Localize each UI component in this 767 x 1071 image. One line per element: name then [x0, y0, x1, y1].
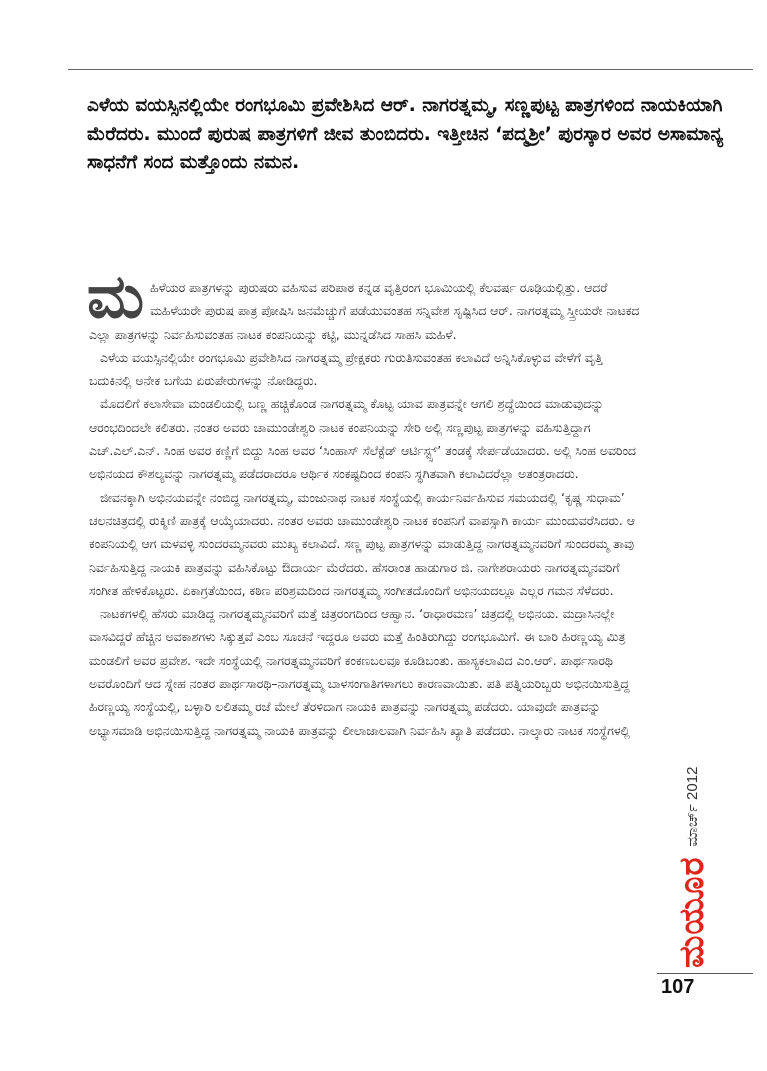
- article-paragraph: ಮೊದಲಿಗೆ ಕಲಾಸೇವಾ ಮಂಡಲಿಯಲ್ಲಿ ಬಣ್ಣ ಹಚ್ಚಿಕೊಂಡ ನಾಗರತ್ನಮ್ಮ ಕೊಟ್ಟ ಯಾವ ಪಾತ್ರವನ್ನೇ ಆಗಲಿ ಶ್ರದ್ಧೆಯಿಂದ ಮಾಡುವುದನ್ನು ಆರಂಭದಿಂದಲೇ ಕಲಿತರು. ನಂತರ ಅವರು ಚಾಮುಂಡೇಶ್ವರಿ ನಾಟಕ ಕಂಪನಿಯನ್ನು ಸೇರಿ ಅಲ್ಲಿ ಸಣ್ಣಪುಟ್ಟ ಪಾತ್ರಗಳನ್ನು ವಹಿಸುತ್ತಿದ್ದಾಗ ಎಚ್.ಎಲ್.ಎನ್. ಸಿಂಹ ಅವರ ಕಣ್ಣಿಗೆ ಬಿದ್ದು ಸಿಂಹ ಅವರ ‘ಸಿಂಹಾಸ್ ಸೆಲೆಕ್ಟೆಡ್ ಆರ್ಟಿಸ್ಟ್ಸ್’ ತಂಡಕ್ಕೆ ಸೇರ್ಪಡೆಯಾದರು. ಅಲ್ಲಿ ಸಿಂಹ ಅವರಿಂದ ಅಭಿನಯದ ಕೌಶಲ್ಯವನ್ನು ನಾಗರತ್ನಮ್ಮ ಪಡೆದರಾದರೂ ಆರ್ಥಿಕ ಸಂಕಷ್ಟದಿಂದ ಕಂಪನಿ ಸ್ಥಗಿತವಾಗಿ ಕಲಾವಿದರೆಲ್ಲಾ ಅತಂತ್ರರಾದರು.: [89, 396, 636, 482]
- article-paragraph: ಜೀವನಕ್ಕಾಗಿ ಅಭಿನಯವನ್ನೇ ನಂಬಿದ್ದ ನಾಗರತ್ನಮ್ಮ, ಮಂಜುನಾಥ ನಾಟಕ ಸಂಸ್ಥೆಯಲ್ಲಿ ಕಾರ್ಯನಿರ್ವಹಿಸುವ ಸಮಯದಲ್ಲಿ ‘ಕೃಷ್ಣ ಸುಧಾಮ’ ಚಲನಚಿತ್ರದಲ್ಲಿ ರುಕ್ಮಿಣಿ ಪಾತ್ರಕ್ಕೆ ಆಯ್ಕೆಯಾದರು. ನಂತರ ಅವರು ಚಾಮುಂಡೇಶ್ವರಿ ನಾಟಕ ಕಂಪನಿಗೆ ವಾಪಸ್ಸಾಗಿ ಕಾರ್ಯ ಮುಂದುವರೆಸಿದರು. ಆ ಕಂಪನಿಯಲ್ಲಿ ಆಗ ಮಳವಳ್ಳಿ ಸುಂದರಮ್ಮನವರು ಮುಖ್ಯ ಕಲಾವಿದೆ. ಸಣ್ಣ ಪುಟ್ಟ ಪಾತ್ರಗಳನ್ನು ಮಾಡುತ್ತಿದ್ದ ನಾಗರತ್ನಮ್ಮನವರಿಗೆ ಸುಂದರಮ್ಮ ತಾವು ನಿರ್ವಹಿಸುತ್ತಿದ್ದ ನಾಯಕಿ ಪಾತ್ರವನ್ನು ವಹಿಸಿಕೊಟ್ಟು ಔದಾರ್ಯ ಮೆರೆದರು. ಹೆಸರಾಂತ ಹಾಡುಗಾರ ಜಿ. ನಾಗೇಶರಾಯರು ನಾಗರತ್ನಮ್ಮನವರಿಗೆ ಸಂಗೀತ ಹೇಳಿಕೊಟ್ಟರು. ಏಕಾಗ್ರತೆಯಿಂದ, ಕಠಿಣ ಪರಿಶ್ರಮದಿಂದ ನಾಗರತ್ನಮ್ಮ ಸಂಗೀತದೊಂದಿಗೆ ಅಭಿನಯದಲ್ಲೂ ಎಲ್ಲರ ಗಮನ ಸೆಳೆದರು.: [89, 489, 635, 598]
- page-number-rule: [657, 973, 753, 974]
- top-rule: [68, 69, 753, 70]
- issue-date: ಮಾರ್ಚ್ 2012: [683, 766, 701, 847]
- standfirst: ಎಳೆಯ ವಯಸ್ಸಿನಲ್ಲಿಯೇ ರಂಗಭೂಮಿ ಪ್ರವೇಶಿಸಿದ ಆರ್. ನಾಗರತ್ನಮ್ಮ, ಸಣ್ಣಪುಟ್ಟ ಪಾತ್ರಗಳಿಂದ ನಾಯಕಿಯಾಗಿ ಮೆರೆದರು. ಮುಂದೆ ಪುರುಷ ಪಾತ್ರಗಳಿಗೆ ಜೀವ ತುಂಬಿದರು. ಇತ್ತೀಚಿನ ‘ಪದ್ಮಶ್ರೀ’ ಪುರಸ್ಕಾರ ಅವರ ಅಸಾಮಾನ್ಯ ಸಾಧನೆಗೆ ಸಂದ ಮತ್ತೊಂದು ನಮನ.: [87, 95, 724, 173]
- article-body: [87, 262, 644, 742]
- drop-cap: ಮ: [87, 262, 145, 332]
- article-paragraph: ಎಳೆಯ ವಯಸ್ಸಿನಲ್ಲಿಯೇ ರಂಗಭೂಮಿ ಪ್ರವೇಶಿಸಿದ ನಾಗರತ್ನಮ್ಮ ಪ್ರೇಕ್ಷಕರು ಗುರುತಿಸುವಂತಹ ಕಲಾವಿದೆ ಅನ್ನಿಸಿಕೊಳ್ಳುವ ವೇಳೆಗೆ ವೃತ್ತಿ ಬದುಕಿನಲ್ಲಿ ಅನೇಕ ಬಗೆಯ ಏರುಪೇರುಗಳನ್ನು ನೋಡಿದ್ದರು.: [89, 349, 603, 389]
- paragraph-text: ಹಿಳೆಯರ ಪಾತ್ರಗಳನ್ನು ಪುರುಷರು ವಹಿಸುವ ಪರಿಪಾಠ ಕನ್ನಡ ವೃತ್ತಿರಂಗ ಭೂಮಿಯಲ್ಲಿ ಕೆಲವರ್ಷ ರೂಢಿಯಲ್ಲಿತ್ತು. ಆದರೆ ಮಹಿಳೆಯರೇ ಪುರುಷ ಪಾತ್ರ ಪೋಷಿಸಿ ಜನಮೆಚ್ಚುಗೆ ಪಡೆಯುವಂತಹ ಸನ್ನಿವೇಶ ಸೃಷ್ಟಿಸಿದ ಆರ್. ನಾಗರತ್ನಮ್ಮ ಸ್ತ್ರೀಯರೇ ನಾಟಕದ ಎಲ್ಲಾ ಪಾತ್ರಗಳನ್ನು ನಿರ್ವಹಿಸುವಂತಹ ನಾಟಕ ಕಂಪನಿಯನ್ನು ಕಟ್ಟಿ, ಮುನ್ನಡೆಸಿದ ಸಾಹಸಿ ಮಹಿಳೆ.: [89, 280, 640, 342]
- article-paragraph: ನಾಟಕಗಳಲ್ಲಿ ಹೆಸರು ಮಾಡಿದ್ದ ನಾಗರತ್ನಮ್ಮನವರಿಗೆ ಮತ್ತೆ ಚಿತ್ರರಂಗದಿಂದ ಆಹ್ವಾನ. ‘ರಾಧಾರಮಣ’ ಚಿತ್ರದಲ್ಲಿ ಅಭಿನಯ. ಮದ್ರಾಸಿನಲ್ಲೇ ವಾಸವಿದ್ದರೆ ಹೆಚ್ಚಿನ ಅವಕಾಶಗಳು ಸಿಕ್ಕುತ್ತವೆ ಎಂಬ ಸೂಚನೆ ಇದ್ದರೂ ಅವರು ಮತ್ತೆ ಹಿಂತಿರುಗಿದ್ದು ರಂಗಭೂಮಿಗೆ. ಈ ಬಾರಿ ಹಿರಣ್ಣಯ್ಯ ಮಿತ್ರ ಮಂಡಲಿಗೆ ಅವರ ಪ್ರವೇಶ. ಇದೇ ಸಂಸ್ಥೆಯಲ್ಲಿ ನಾಗರತ್ನಮ್ಮನವರಿಗೆ ಕಂಕಣಬಲವೂ ಕೂಡಿಬಂತು. ಹಾಸ್ಯಕಲಾವಿದ ಎಂ.ಆರ್. ಪಾರ್ಥಸಾರಥಿ ಅವರೊಂದಿಗೆ ಆದ ಸ್ನೇಹ ನಂತರ ಪಾರ್ಥಸಾರಥಿ–ನಾಗರತ್ನಮ್ಮ ಬಾಳಸಂಗಾತಿಗಳಾಗಲು ಕಾರಣವಾಯಿತು. ಪತಿ ಪತ್ನಿಯರಿಬ್ಬರು ಅಭಿನಯಿಸುತ್ತಿದ್ದ ಹಿರಣ್ಣಯ್ಯ ಸಂಸ್ಥೆಯಲ್ಲಿ, ಬಳ್ಳಾರಿ ಲಲಿತಮ್ಮ ರಜೆ ಮೇಲೆ ತೆರಳಿದಾಗ ನಾಯಕಿ ಪಾತ್ರವನ್ನು ನಾಗರತ್ನಮ್ಮ ಪಡೆದರು. ಯಾವುದೇ ಪಾತ್ರವನ್ನು ಅಭ್ಯಾಸಮಾಡಿ ಅಭಿನಯಿಸುತ್ತಿದ್ದ ನಾಗರತ್ನಮ್ಮ ನಾಯಕಿ ಪಾತ್ರವನ್ನು ಲೀಲಾಜಾಲವಾಗಿ ನಿರ್ವಹಿಸಿ ಖ್ಯಾತಿ ಪಡೆದರು. ನಾಲ್ಕಾರು ನಾಟಕ ಸಂಸ್ಥೆಗಳಲ್ಲಿ: [89, 606, 630, 738]
- page-number: 107: [661, 976, 695, 998]
- article-paragraph: [87, 262, 644, 346]
- magazine-logo: ಮಯೂರ: [672, 856, 712, 968]
